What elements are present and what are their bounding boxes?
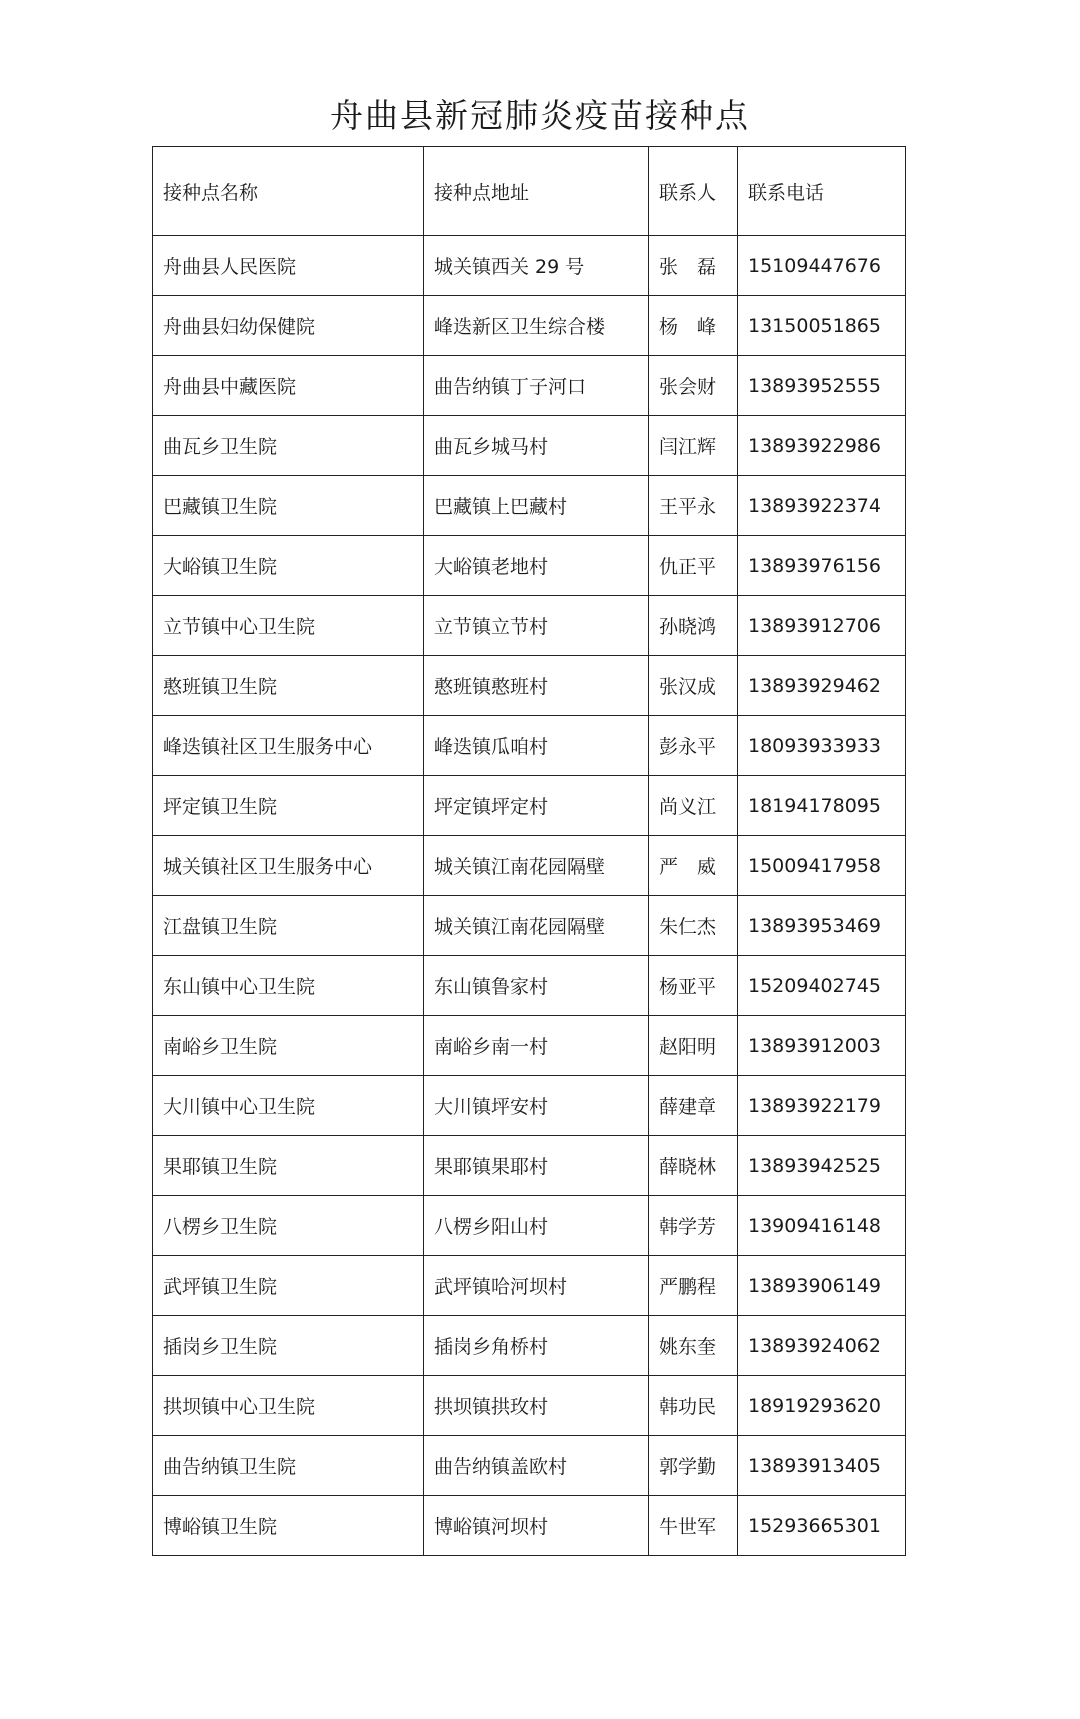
site-name-cell: 大川镇中心卫生院: [153, 1076, 424, 1136]
site-address-cell: 城关镇江南花园隔壁: [424, 896, 649, 956]
contact-phone-cell: 15209402745: [738, 956, 906, 1016]
site-address-cell: 东山镇鲁家村: [424, 956, 649, 1016]
site-name-cell: 八楞乡卫生院: [153, 1196, 424, 1256]
site-name-cell: 南峪乡卫生院: [153, 1016, 424, 1076]
site-address-cell: 博峪镇河坝村: [424, 1496, 649, 1556]
site-name-cell: 江盘镇卫生院: [153, 896, 424, 956]
table-row: [153, 536, 906, 596]
contact-phone-cell: 13893912706: [738, 596, 906, 656]
site-name-cell: 立节镇中心卫生院: [153, 596, 424, 656]
contact-person-cell: 薛晓林: [649, 1136, 738, 1196]
contact-phone-cell: 13893922179: [738, 1076, 906, 1136]
site-name-cell: 憨班镇卫生院: [153, 656, 424, 716]
site-address-cell: 插岗乡角桥村: [424, 1316, 649, 1376]
contact-person-cell: 严鹏程: [649, 1256, 738, 1316]
contact-person-cell: 韩功民: [649, 1376, 738, 1436]
contact-phone-cell: 13893913405: [738, 1436, 906, 1496]
site-address-cell: 曲告纳镇盖欧村: [424, 1436, 649, 1496]
table-row: [153, 896, 906, 956]
contact-phone-cell: 13909416148: [738, 1196, 906, 1256]
contact-person-cell: 薛建章: [649, 1076, 738, 1136]
contact-phone-cell: 13150051865: [738, 296, 906, 356]
contact-phone-cell: 13893942525: [738, 1136, 906, 1196]
table-row: [153, 416, 906, 476]
contact-person-cell: 杨亚平: [649, 956, 738, 1016]
contact-phone-cell: 15009417958: [738, 836, 906, 896]
contact-person-cell: 仇正平: [649, 536, 738, 596]
contact-phone-cell: 13893976156: [738, 536, 906, 596]
table-row: [153, 656, 906, 716]
site-address-cell: 武坪镇哈河坝村: [424, 1256, 649, 1316]
site-address-cell: 城关镇西关 29 号: [424, 236, 649, 296]
table-row: [153, 1496, 906, 1556]
table-row: [153, 1436, 906, 1496]
contact-phone-cell: 13893929462: [738, 656, 906, 716]
site-address-cell: 八楞乡阳山村: [424, 1196, 649, 1256]
contact-phone-cell: 13893912003: [738, 1016, 906, 1076]
contact-person-cell: 姚东奎: [649, 1316, 738, 1376]
site-address-cell: 曲瓦乡城马村: [424, 416, 649, 476]
header-contact-phone: 联系电话: [738, 147, 906, 236]
site-address-cell: 城关镇江南花园隔壁: [424, 836, 649, 896]
site-name-cell: 武坪镇卫生院: [153, 1256, 424, 1316]
site-address-cell: 憨班镇憨班村: [424, 656, 649, 716]
site-name-cell: 东山镇中心卫生院: [153, 956, 424, 1016]
contact-phone-cell: 13893922986: [738, 416, 906, 476]
contact-phone-cell: 13893953469: [738, 896, 906, 956]
contact-person-cell: 杨 峰: [649, 296, 738, 356]
table-row: [153, 296, 906, 356]
table-header-row: [153, 147, 906, 236]
site-address-cell: 坪定镇坪定村: [424, 776, 649, 836]
contact-person-cell: 张汉成: [649, 656, 738, 716]
contact-phone-cell: 13893924062: [738, 1316, 906, 1376]
site-address-cell: 峰迭新区卫生综合楼: [424, 296, 649, 356]
site-name-cell: 拱坝镇中心卫生院: [153, 1376, 424, 1436]
site-address-cell: 巴藏镇上巴藏村: [424, 476, 649, 536]
contact-person-cell: 郭学勤: [649, 1436, 738, 1496]
site-name-cell: 曲告纳镇卫生院: [153, 1436, 424, 1496]
contact-phone-cell: 18093933933: [738, 716, 906, 776]
site-name-cell: 舟曲县妇幼保健院: [153, 296, 424, 356]
table-row: [153, 236, 906, 296]
table-row: [153, 596, 906, 656]
table-row: [153, 1016, 906, 1076]
site-name-cell: 坪定镇卫生院: [153, 776, 424, 836]
header-contact-person: 联系人: [649, 147, 738, 236]
site-address-cell: 大峪镇老地村: [424, 536, 649, 596]
table-row: [153, 1376, 906, 1436]
site-address-cell: 曲告纳镇丁子河口: [424, 356, 649, 416]
contact-person-cell: 张会财: [649, 356, 738, 416]
site-name-cell: 果耶镇卫生院: [153, 1136, 424, 1196]
site-name-cell: 城关镇社区卫生服务中心: [153, 836, 424, 896]
contact-person-cell: 孙晓鸿: [649, 596, 738, 656]
contact-person-cell: 张 磊: [649, 236, 738, 296]
site-address-cell: 南峪乡南一村: [424, 1016, 649, 1076]
table-row: [153, 476, 906, 536]
header-site-address: 接种点地址: [424, 147, 649, 236]
site-address-cell: 果耶镇果耶村: [424, 1136, 649, 1196]
contact-person-cell: 闫江辉: [649, 416, 738, 476]
site-address-cell: 大川镇坪安村: [424, 1076, 649, 1136]
table-row: [153, 1316, 906, 1376]
contact-phone-cell: 13893952555: [738, 356, 906, 416]
page-title: 舟曲县新冠肺炎疫苗接种点: [330, 96, 750, 135]
site-address-cell: 拱坝镇拱玫村: [424, 1376, 649, 1436]
contact-person-cell: 彭永平: [649, 716, 738, 776]
site-name-cell: 插岗乡卫生院: [153, 1316, 424, 1376]
vaccination-sites-table: [152, 146, 906, 1556]
site-name-cell: 峰迭镇社区卫生服务中心: [153, 716, 424, 776]
contact-phone-cell: 18919293620: [738, 1376, 906, 1436]
contact-person-cell: 牛世军: [649, 1496, 738, 1556]
site-address-cell: 峰迭镇瓜咱村: [424, 716, 649, 776]
site-name-cell: 曲瓦乡卫生院: [153, 416, 424, 476]
contact-phone-cell: 18194178095: [738, 776, 906, 836]
table-row: [153, 1076, 906, 1136]
table-row: [153, 716, 906, 776]
contact-person-cell: 严 威: [649, 836, 738, 896]
contact-phone-cell: 15293665301: [738, 1496, 906, 1556]
table-row: [153, 836, 906, 896]
site-name-cell: 舟曲县中藏医院: [153, 356, 424, 416]
table-row: [153, 356, 906, 416]
site-address-cell: 立节镇立节村: [424, 596, 649, 656]
table-row: [153, 1256, 906, 1316]
site-name-cell: 舟曲县人民医院: [153, 236, 424, 296]
contact-person-cell: 赵阳明: [649, 1016, 738, 1076]
table-row: [153, 776, 906, 836]
table-row: [153, 956, 906, 1016]
contact-phone-cell: 13893906149: [738, 1256, 906, 1316]
table-row: [153, 1196, 906, 1256]
contact-person-cell: 王平永: [649, 476, 738, 536]
contact-person-cell: 尚义江: [649, 776, 738, 836]
site-name-cell: 大峪镇卫生院: [153, 536, 424, 596]
table-row: [153, 1136, 906, 1196]
contact-phone-cell: 13893922374: [738, 476, 906, 536]
header-site-name: 接种点名称: [153, 147, 424, 236]
contact-phone-cell: 15109447676: [738, 236, 906, 296]
site-name-cell: 博峪镇卫生院: [153, 1496, 424, 1556]
contact-person-cell: 韩学芳: [649, 1196, 738, 1256]
site-name-cell: 巴藏镇卫生院: [153, 476, 424, 536]
contact-person-cell: 朱仁杰: [649, 896, 738, 956]
